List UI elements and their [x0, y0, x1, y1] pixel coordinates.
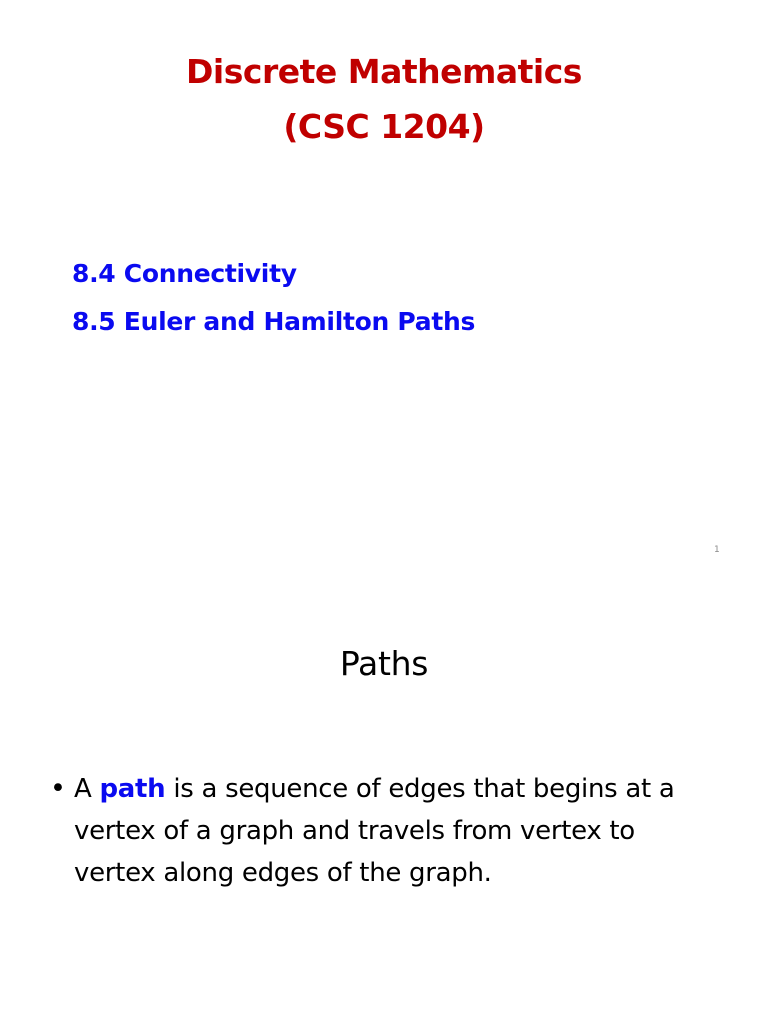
slide-number: 1 [714, 545, 720, 555]
bullet-lead-word: A [74, 774, 92, 804]
slide-heading: Paths [339, 644, 429, 683]
slide-title-line-1: Discrete Mathematics [186, 52, 582, 91]
bullet-line-3: vertex along edges of the graph. [74, 858, 492, 888]
bullet-marker: • [50, 773, 66, 804]
topic-connectivity: 8.4 Connectivity [72, 259, 297, 288]
highlighted-term: path [99, 774, 166, 804]
bullet-line-2: vertex of a graph and travels from vertex to [74, 816, 635, 846]
topic-euler-hamilton-paths: 8.5 Euler and Hamilton Paths [72, 307, 476, 336]
bullet-text [74, 768, 728, 894]
bullet-line-1 [74, 768, 728, 810]
slide-2 [0, 576, 768, 1024]
bullet-line-1-rest: is a sequence of edges that begins at a [173, 774, 675, 804]
slide-title-line-2: (CSC 1204) [283, 107, 485, 146]
